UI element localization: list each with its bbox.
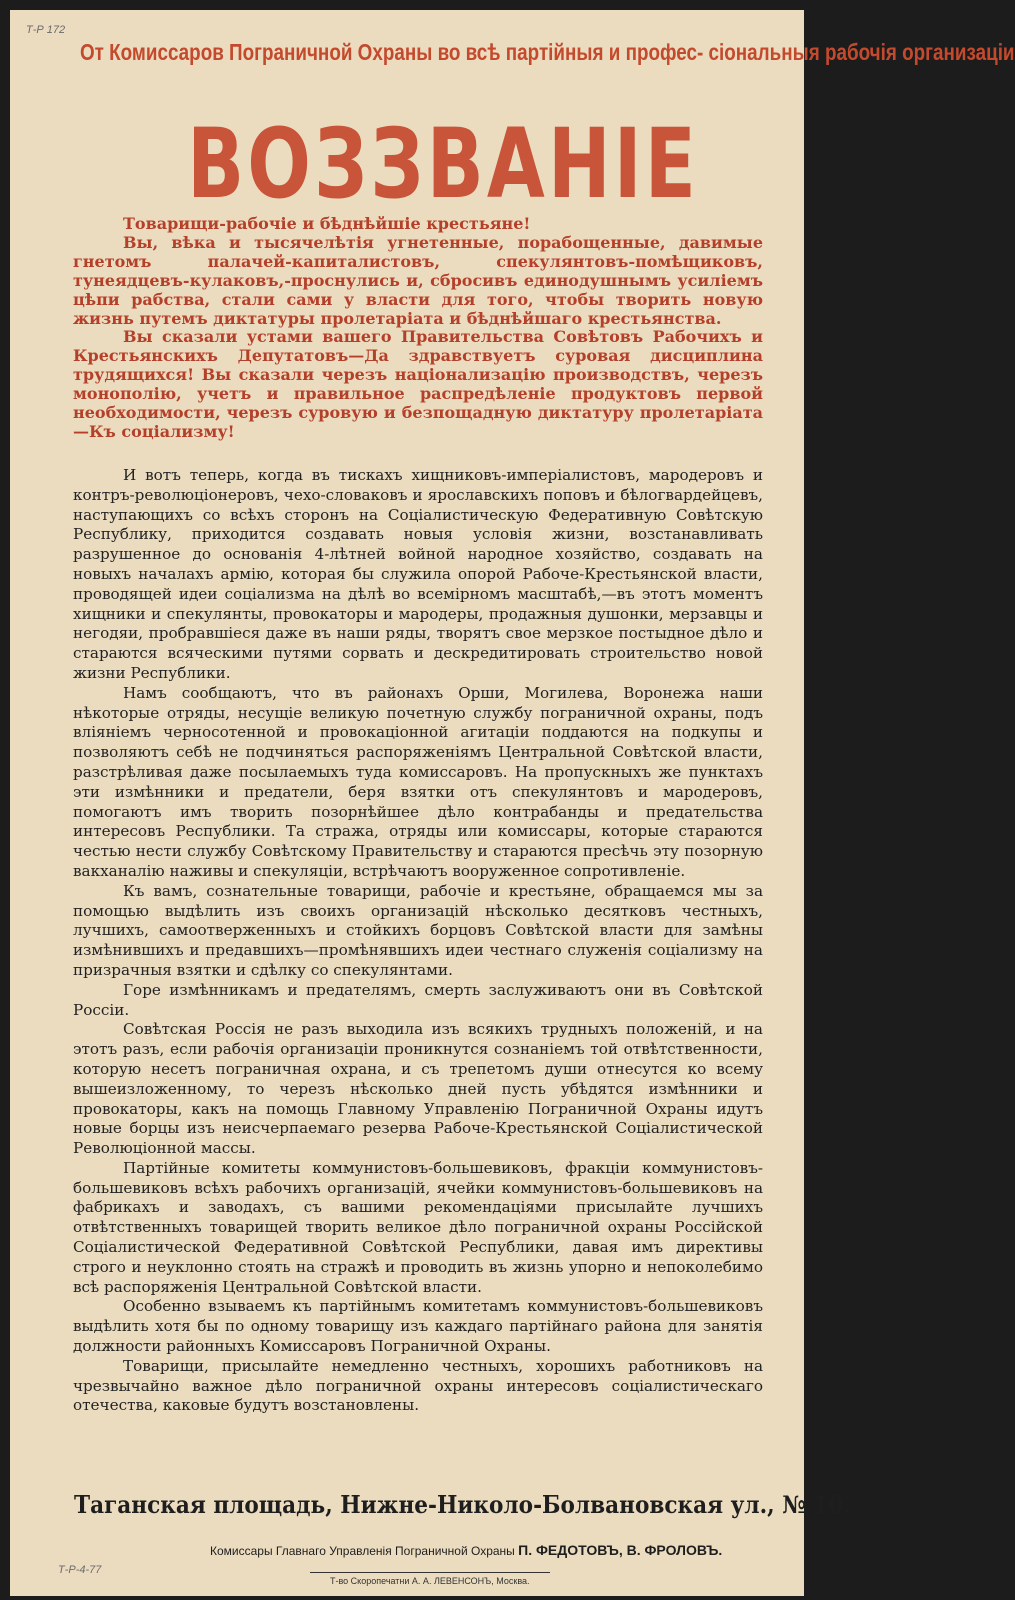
- body-paragraph: И вотъ теперь, когда въ тискахъ хищниковъ-имперіалистовъ, мародеровъ и контръ-революціонеровъ, чехо-словаковъ и ярославскихъ поповъ и бѣлогвардейцевъ, наступающихъ со всѣхъ сторонъ на Соціалистическую Федеративную Совѣтскую Республику, приходится создавать новыя условія жизни, возстанавливать разрушенное до основанія 4-лѣтней войной народное хозяйство, создавать на новыхъ началахъ армію, которая бы служила опорой Рабоче-Крестьянской власти, проводящей идеи соціализма на дѣлѣ во всемірномъ масштабѣ,—въ этотъ моментъ хищники и спекулянты, провокаторы и мародеры, продажныя душонки, мерзавцы и негодяи, пробравшіеся даже въ наши ряды, творятъ свое мерзкое постыдное дѣло и стараются всяческими путями сорвать и дескредитировать строительство новой жизни Республики.: [73, 466, 763, 682]
- archive-mark-top: Т-Р 172: [26, 24, 66, 36]
- body-paragraph: Совѣтская Россія не разъ выходила изъ всякихъ трудныхъ положеній, и на этотъ разъ, если рабочія организаціи проникнутся сознаніемъ той отвѣтственности, которую несетъ пограничная охрана, и съ трепетомъ души отнесутся ко всему вышеизложенному, то черезъ нѣсколько дней пусть убѣдятся измѣнники и провокаторы, какъ на помощь Главному Управленію Пограничной Охраны идутъ новые борцы изъ неисчерпаемаго резерва Рабоче-Крестьянской Соціалистической Революціонной массы.: [73, 1020, 763, 1158]
- body-paragraph: Особенно взываемъ къ партійнымъ комитетамъ коммунистовъ-большевиковъ выдѣлить хотя бы по одному товарищу изъ каждаго партійнаго района для занятія должности районныхъ Комиссаровъ Пограничной Охраны.: [73, 1297, 763, 1356]
- body-paragraph: Горе измѣнникамъ и предателямъ, смерть заслуживаютъ они въ Совѣтской Россіи.: [73, 980, 763, 1019]
- poster-sheet: [10, 10, 1015, 1596]
- printer-divider: [310, 1572, 550, 1573]
- appeal-red-text: [73, 215, 763, 442]
- printer-imprint: Т-во Скоропечатни А. А. ЛЕВЕНСОНЪ, Москва.: [330, 1576, 530, 1586]
- poster-header: От Комиссаров Пограничной Охраны во всѣ партійныя и профес- сіональныя рабочія организаціи: [80, 39, 1015, 65]
- office-address: Таганская площадь, Нижне-Николо-Болвановская ул., № 10.: [74, 1490, 851, 1519]
- body-paragraph: Партійные комитеты коммунистовъ-большевиковъ, фракціи коммунистовъ-большевиковъ всѣхъ рабочихъ организацій, ячейки коммунистовъ-большевиковъ на фабрикахъ и заводахъ, съ вашими рекомендаціями присылайте лучшихъ отвѣтственныхъ товарищей творить великое дѣло пограничной охраны Россійской Соціалистической Федеративной Совѣтской Республики, давая имъ директивы строго и неуклонно стоять на стражѣ и проводить въ жизнь упорно и непоколебимо всѣ распоряженія Центральной Совѣтской власти.: [73, 1158, 763, 1296]
- appeal-salutation: Товарищи-рабочіе и бѣднѣйшіе крестьяне!: [123, 214, 531, 233]
- body-paragraph: Товарищи, присылайте немедленно честныхъ, хорошихъ работниковъ на чрезвычайно важное дѣло пограничной охраны интересовъ соціалистическаго отечества, каковые будутъ возстановлены.: [73, 1356, 763, 1415]
- appeal-paragraph: Вы сказали устами вашего Правительства Совѣтовъ Рабочихъ и Крестьянскихъ Депутатовъ—Да здравствуетъ суровая дисциплина трудящихся! Вы сказали черезъ націонализацію производствъ, черезъ монополію, учетъ и правильное распредѣленіе продуктовъ первой необходимости, черезъ суровую и безпощадную диктатуру пролетаріата—Къ соціализму!: [73, 327, 763, 441]
- commissars-signature: [210, 1542, 770, 1558]
- body-paragraph: Намъ сообщаютъ, что въ районахъ Орши, Могилева, Воронежа наши нѣкоторые отряды, несущіе великую почетную службу пограничной охраны, подъ вліяніемъ черносотенной и провокаціонной агитаціи поддаются на подкупы и позволяютъ себѣ не подчиняться распоряженіямъ Центральной Совѣтской власти, разстрѣливая даже посылаемыхъ туда комиссаровъ. На пропускныхъ же пунктахъ эти измѣнники и предатели, беря взятки отъ спекулянтовъ и мародеровъ, помогаютъ имъ творить позорнѣйшее дѣло контрабанды и предательства интересовъ Республики. Та стража, отряды или комиссары, которые стараются честью нести службу Совѣтскому Правительству и стараются пресѣчь эту позорную вакханалію наживы и спекуляціи, встрѣчаютъ вооруженное сопротивленіе.: [73, 683, 763, 880]
- commissars-prefix: Комиссары Главнаго Управленія Пограничной Охраны: [210, 1544, 515, 1558]
- body-paragraph: Къ вамъ, сознательные товарищи, рабочіе и крестьяне, обращаемся мы за помощью выдѣлить изъ своихъ организацій нѣсколько десятковъ честныхъ, лучшихъ, самоотверженныхъ и стойкихъ борцовъ Совѣтской власти для замѣны измѣнившихъ и предавшихъ—промѣнявшихъ идеи честнаго служенія соціализму на призрачныя взятки и сдѣлку со спекулянтами.: [73, 881, 763, 979]
- archive-mark-bottom: Т-Р-4-77: [58, 1564, 102, 1576]
- appeal-paragraph: Вы, вѣка и тысячелѣтія угнетенные, порабощенные, давимые гнетомъ палачей-капиталистовъ, спекулянтовъ-помѣщиковъ, тунеядцевъ-кулаковъ,-проснулись и, сбросивъ единодушнымъ усиліемъ цѣпи рабства, стали сами у власти для того, чтобы творить новую жизнь путемъ диктатуры пролетаріата и бѣднѣйшаго крестьянства.: [73, 232, 763, 328]
- poster-title: ВОЗЗВАНІЕ: [187, 108, 700, 220]
- commissars-names: П. ФЕДОТОВЪ, В. ФРОЛОВЪ.: [518, 1542, 723, 1558]
- appeal-body-text: [73, 466, 763, 1416]
